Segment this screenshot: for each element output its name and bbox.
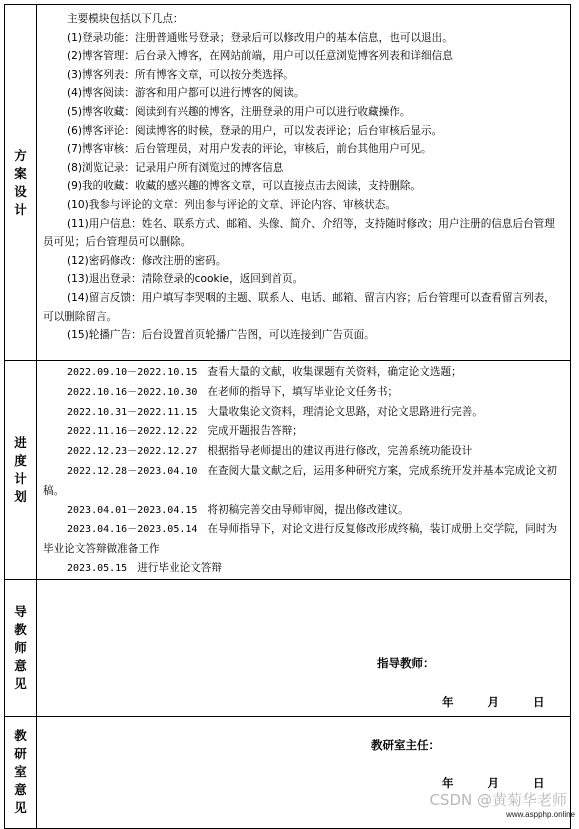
schedule-date: 2022.12.28－2023.04.10 xyxy=(67,465,198,477)
office-opinion-box xyxy=(37,716,571,828)
design-item: (13)退出登录：清除登录的cookie，返回到首页。 xyxy=(67,273,304,286)
schedule-date: 2022.11.16－2022.12.22 xyxy=(67,426,198,438)
csdn-watermark: CSDN @黄菊华老师 xyxy=(429,791,567,809)
schedule-date: 2023.04.16－2023.05.14 xyxy=(67,524,198,536)
design-item: (7)博客审核：后台管理员，对用户发表的评论，审核后，前台其他用户可见。 xyxy=(67,143,432,156)
advisor-month-label: 月 xyxy=(487,694,500,709)
schedule-row xyxy=(43,363,564,383)
design-item: (3)博客列表：所有博客文章，可以按分类选择。 xyxy=(67,68,294,81)
schedule-task: 查看大量的文献，收集课题有关资料，确定论文选题； xyxy=(207,366,462,378)
schedule-task: 在导师指导下，对论文进行反复修改形成终稿，装订成册上交学院，同时为毕业论文答辩做准备工作 xyxy=(43,523,558,556)
schedule-task: 根据指导老师提出的建议再进行修改，完善系统功能设计 xyxy=(207,445,473,458)
schedule-text-block xyxy=(37,361,570,579)
schedule-task: 大量收集论文资料，理清论文思路，对论文思路进行完善。 xyxy=(207,405,483,418)
schedule-row xyxy=(43,442,564,462)
schedule-row xyxy=(43,501,564,521)
advisor-year-label: 年 xyxy=(442,694,454,709)
office-day-label: 日 xyxy=(533,775,545,790)
design-item: (11)用户信息：姓名、联系方式、邮箱、头像、简介、介绍等，支持随时修改；用户注册的信息后台管理员可见；后台管理员可以删除。 xyxy=(43,217,555,249)
schedule-section-label: 进度计划 xyxy=(5,361,37,580)
advisor-signature-label: 指导教师： xyxy=(377,655,435,670)
schedule-task: 将初稿完善交由导师审阅，提出修改建议。 xyxy=(207,503,409,516)
design-item: (4)博客阅读：游客和用户都可以进行博客的阅读。 xyxy=(67,87,305,100)
design-item: (1)登录功能：注册普通账号登录；登录后可以修改用户的基本信息，也可以退出。 xyxy=(67,31,453,44)
schedule-row xyxy=(43,383,564,403)
office-section-label: 教研室意见 xyxy=(5,716,37,828)
design-text-block xyxy=(37,5,570,347)
office-year-label: 年 xyxy=(442,775,454,790)
design-item: (12)密码修改：修改注册的密码。 xyxy=(67,254,227,267)
schedule-task: 进行毕业论文答辩 xyxy=(137,561,222,574)
design-section-content xyxy=(37,5,571,361)
schedule-row xyxy=(43,462,564,501)
advisor-date-line xyxy=(442,694,545,710)
schedule-row xyxy=(43,403,564,423)
schedule-row xyxy=(43,520,564,559)
design-intro: 主要模块包括以下几点： xyxy=(67,13,184,25)
advisor-section-label: 导教师意见 xyxy=(5,579,37,716)
office-signature-label: 教研室主任： xyxy=(371,737,440,752)
office-month-label: 月 xyxy=(487,775,500,790)
schedule-task: 完成开题报告答辩； xyxy=(207,425,303,438)
advisor-opinion-box xyxy=(37,579,571,716)
schedule-date: 2023.04.01－2023.04.15 xyxy=(67,504,198,516)
design-item: (9)我的收藏：收藏的感兴趣的博客文章，可以直接点击去阅读，支持删除。 xyxy=(67,180,422,193)
design-item: (2)博客管理：后台录入博客，在网站前端，用户可以任意浏览博客列表和详细信息 xyxy=(67,50,453,63)
design-section-label: 方案设计 xyxy=(5,5,37,361)
schedule-task: 在查阅大量文献之后，运用多种研究方案，完成系统开发并基本完成论文初稿。 xyxy=(43,464,558,497)
schedule-row xyxy=(43,422,564,442)
proposal-form-table xyxy=(4,4,571,829)
schedule-date: 2022.12.23－2022.12.27 xyxy=(67,446,198,458)
advisor-day-label: 日 xyxy=(533,694,545,709)
schedule-section-content xyxy=(37,361,571,580)
source-url: www.aspphp.online xyxy=(506,810,575,819)
design-item: (14)留言反馈：用户填写李哭咽的主题、联系人、电话、邮箱、留言内容；后台管理可以查看留言列表，可以删除留言。 xyxy=(43,291,555,323)
schedule-date: 2022.09.10－2022.10.15 xyxy=(67,367,198,378)
design-item: (6)博客评论：阅读博客的时候，登录的用户，可以发表评论；后台审核后显示。 xyxy=(67,124,443,137)
design-item: (15)轮播广告：后台设置首页轮播广告图，可以连接到广告页面。 xyxy=(67,329,375,342)
schedule-date: 2022.10.31－2022.11.15 xyxy=(67,406,198,418)
schedule-date: 2022.10.16－2022.10.30 xyxy=(67,386,198,398)
schedule-date: 2023.05.15 xyxy=(67,562,128,574)
design-item: (8)浏览记录：记录用户所有浏览过的博客信息 xyxy=(67,161,284,174)
design-item: (10)我参与评论的文章：列出参与评论的文章、评论内容、审核状态。 xyxy=(67,198,396,211)
design-item: (5)博客收藏：阅读到有兴趣的博客，注册登录的用户可以进行收藏操作。 xyxy=(67,105,411,118)
schedule-task: 在老师的指导下，填写毕业论文任务书； xyxy=(207,385,399,398)
schedule-row xyxy=(43,559,564,579)
